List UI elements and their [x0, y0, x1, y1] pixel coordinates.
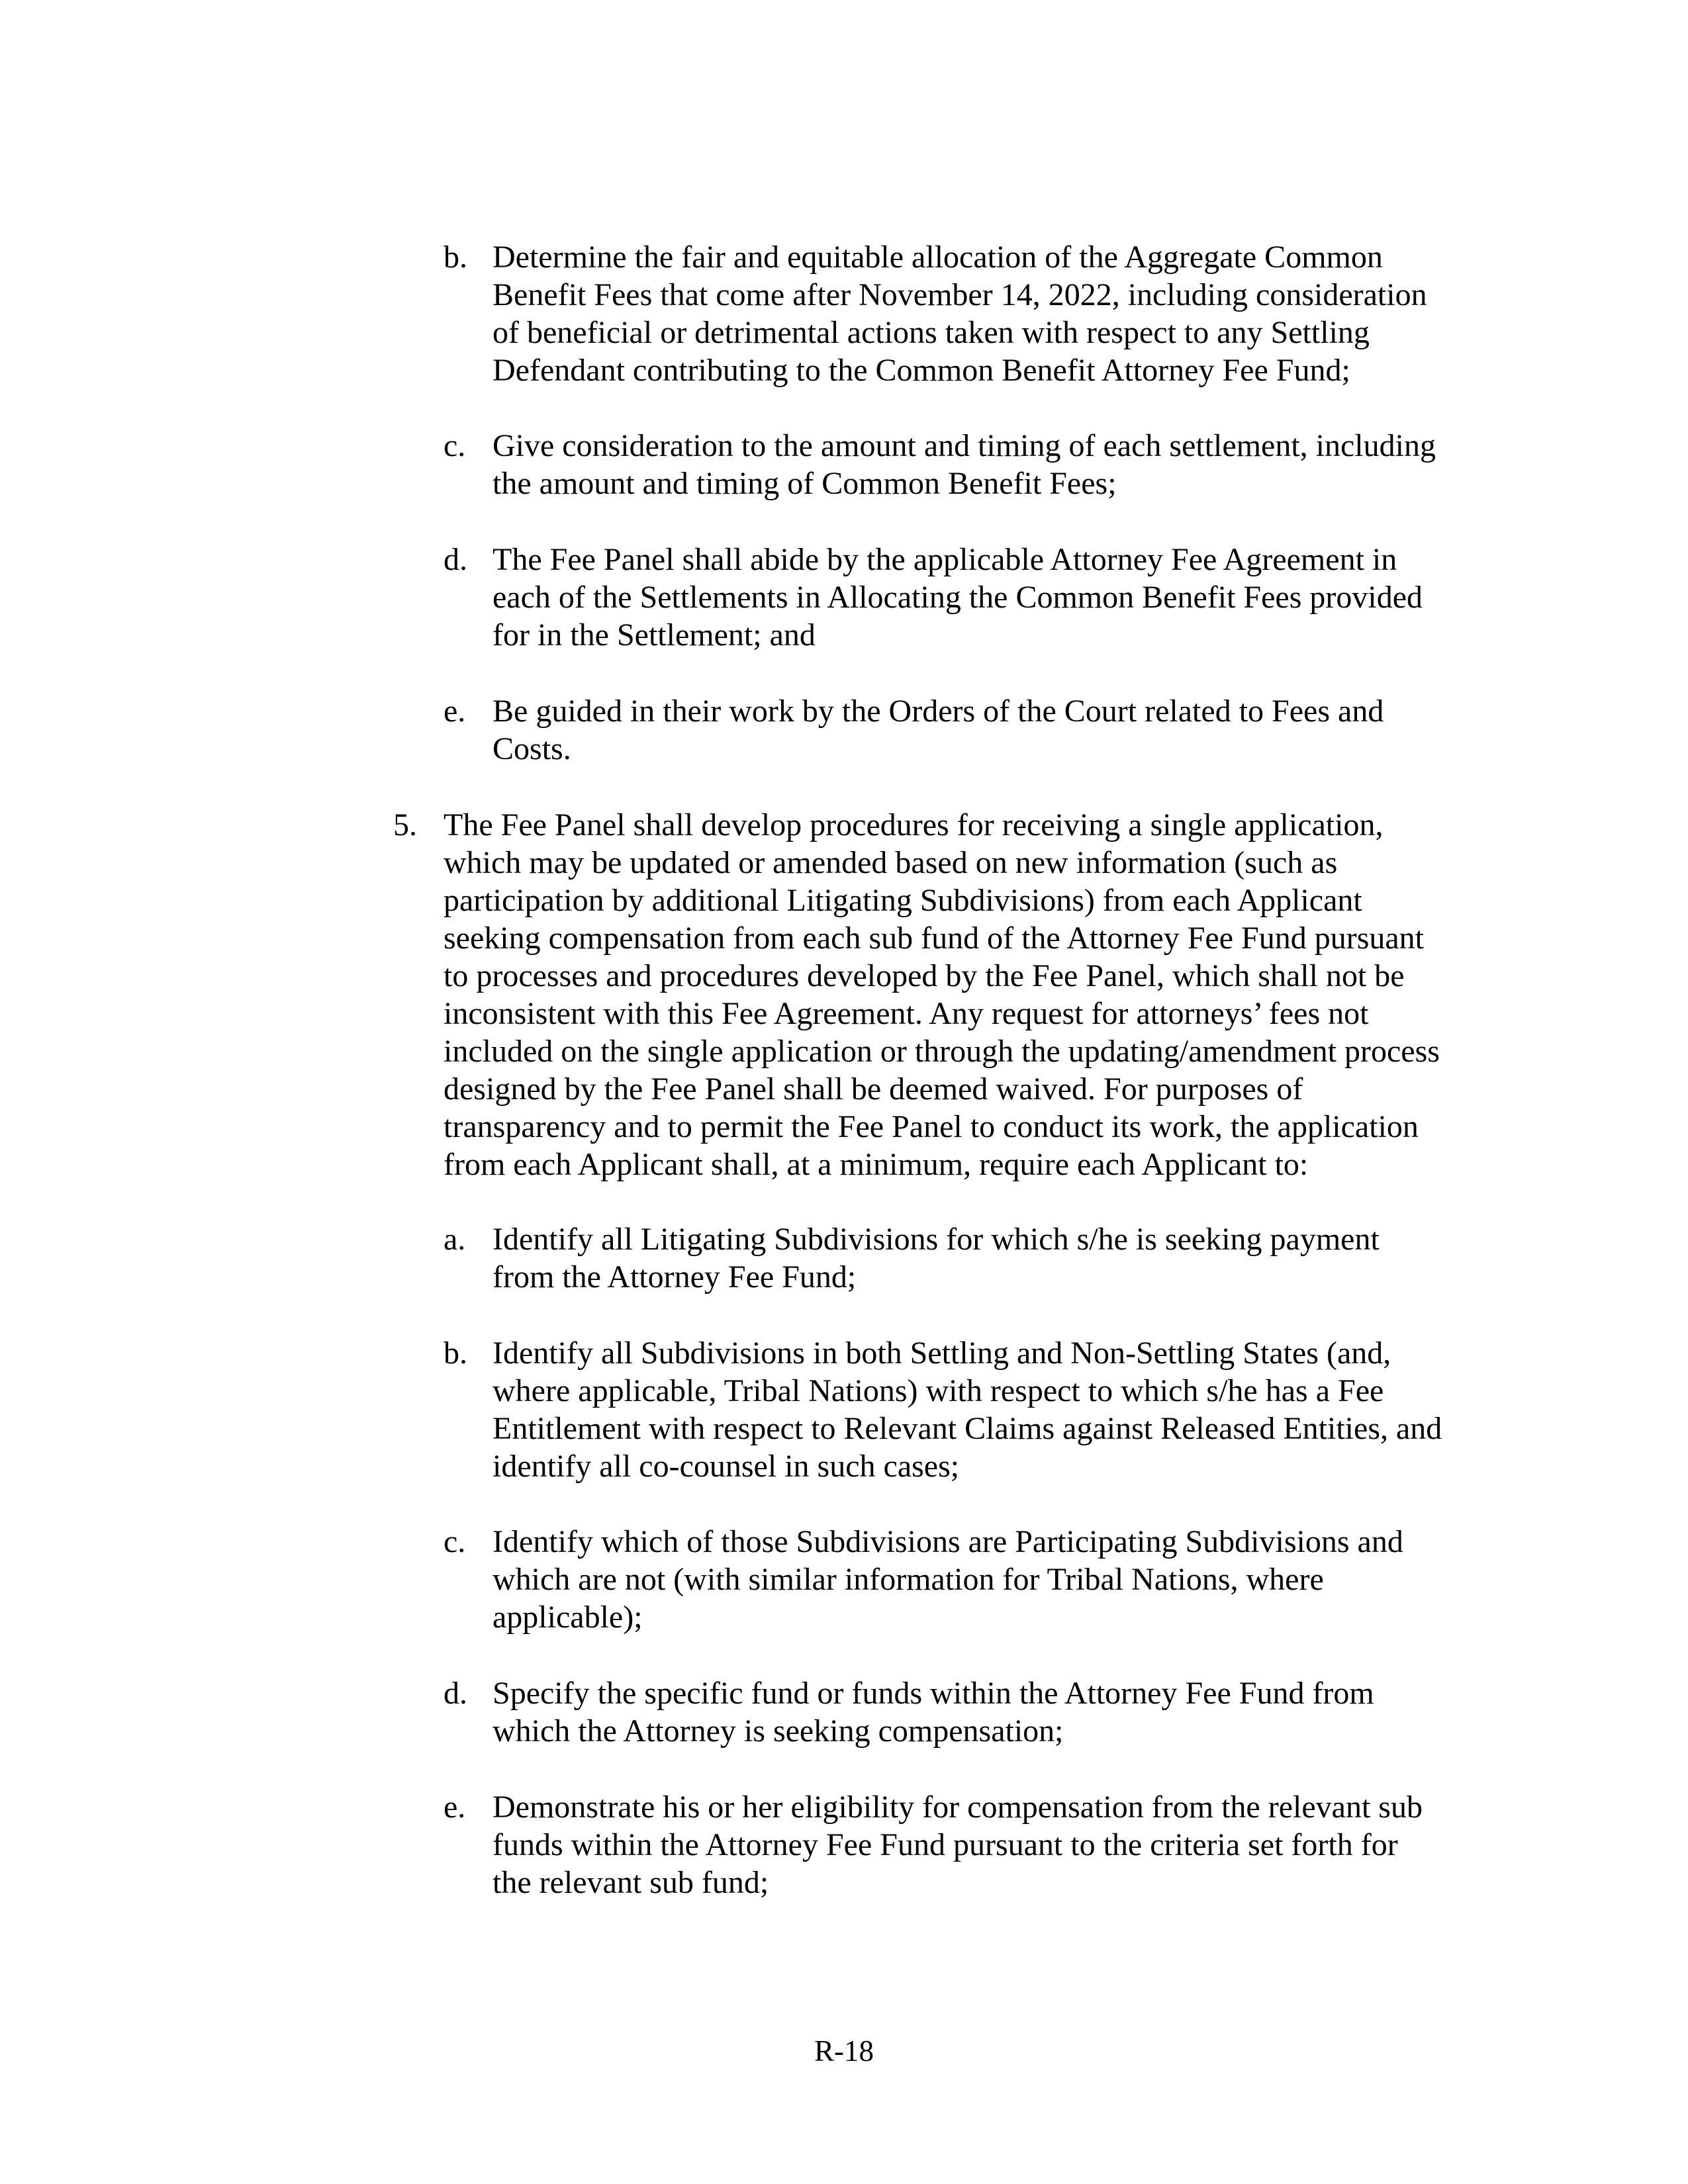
- paragraph-text: [444, 806, 1440, 1183]
- text-line: Give consideration to the amount and timing of each settlement, including: [492, 428, 1436, 463]
- list-marker: d.: [444, 542, 467, 577]
- text-line: from the Attorney Fee Fund;: [492, 1259, 857, 1295]
- list-item-text: [492, 1334, 1442, 1485]
- list-item-text: [492, 1788, 1423, 1901]
- text-line: Identify which of those Subdivisions are Participating Subdivisions and: [492, 1524, 1403, 1559]
- text-line: Determine the fair and equitable allocation of the Aggregate Common: [492, 240, 1383, 275]
- paragraph-number: 5.: [393, 807, 417, 842]
- list-marker: e.: [444, 694, 466, 729]
- list-item-text: [492, 692, 1383, 768]
- text-line: the relevant sub fund;: [492, 1865, 769, 1900]
- text-line: The Fee Panel shall abide by the applicable Attorney Fee Agreement in: [492, 542, 1397, 577]
- list-marker: a.: [444, 1222, 466, 1257]
- text-line: The Fee Panel shall develop procedures for receiving a single application,: [444, 807, 1383, 842]
- text-line: Be guided in their work by the Orders of the Court related to Fees and: [492, 694, 1384, 729]
- list-item-text: [492, 541, 1423, 654]
- list-marker: c.: [444, 428, 466, 463]
- text-line: applicable);: [492, 1600, 643, 1635]
- text-line: Identify all Litigating Subdivisions for which s/he is seeking payment: [492, 1222, 1380, 1257]
- text-line: from each Applicant shall, at a minimum, require each Applicant to:: [444, 1147, 1309, 1182]
- text-line: seeking compensation from each sub fund of the Attorney Fee Fund pursuant: [444, 921, 1425, 956]
- text-line: of beneficial or detrimental actions taken with respect to any Settling: [492, 315, 1370, 350]
- text-line: which are not (with similar information for Tribal Nations, where: [492, 1562, 1324, 1597]
- text-line: funds within the Attorney Fee Fund pursuant to the criteria set forth for: [492, 1827, 1398, 1862]
- text-line: Entitlement with respect to Relevant Claims against Released Entities, and: [492, 1411, 1442, 1446]
- text-line: each of the Settlements in Allocating the Common Benefit Fees provided: [492, 580, 1423, 615]
- text-line: Defendant contributing to the Common Benefit Attorney Fee Fund;: [492, 353, 1350, 388]
- text-line: Costs.: [492, 731, 571, 766]
- text-line: Demonstrate his or her eligibility for compensation from the relevant sub: [492, 1790, 1423, 1825]
- text-line: participation by additional Litigating Subdivisions) from each Applicant: [444, 883, 1362, 918]
- list-marker: e.: [444, 1790, 466, 1825]
- list-item-text: [492, 427, 1436, 502]
- list-marker: d.: [444, 1676, 467, 1711]
- text-line: the amount and timing of Common Benefit Fees;: [492, 466, 1117, 501]
- text-line: designed by the Fee Panel shall be deemed waived. For purposes of: [444, 1071, 1303, 1107]
- list-marker: b.: [444, 240, 467, 275]
- text-line: included on the single application or through the updating/amendment process: [444, 1034, 1440, 1069]
- list-item-text: [492, 238, 1427, 389]
- text-line: Benefit Fees that come after November 14, 2022, including consideration: [492, 277, 1427, 312]
- text-line: inconsistent with this Fee Agreement. Any request for attorneys’ fees not: [444, 996, 1369, 1031]
- text-line: Identify all Subdivisions in both Settling and Non-Settling States (and,: [492, 1336, 1391, 1371]
- text-line: where applicable, Tribal Nations) with respect to which s/he has a Fee: [492, 1373, 1384, 1408]
- page-number: R-18: [814, 2034, 874, 2068]
- text-line: to processes and procedures developed by the Fee Panel, which shall not be: [444, 958, 1405, 993]
- list-marker: c.: [444, 1524, 466, 1559]
- list-item-text: [492, 1674, 1374, 1750]
- list-item-text: [492, 1220, 1380, 1296]
- text-line: which may be updated or amended based on new information (such as: [444, 845, 1338, 880]
- list-item-text: [492, 1523, 1403, 1636]
- text-line: identify all co-counsel in such cases;: [492, 1449, 960, 1484]
- list-marker: b.: [444, 1336, 467, 1371]
- text-line: Specify the specific fund or funds within the Attorney Fee Fund from: [492, 1676, 1374, 1711]
- text-line: transparency and to permit the Fee Panel to conduct its work, the application: [444, 1109, 1419, 1144]
- text-line: which the Attorney is seeking compensation;: [492, 1713, 1064, 1749]
- text-line: for in the Settlement; and: [492, 617, 816, 653]
